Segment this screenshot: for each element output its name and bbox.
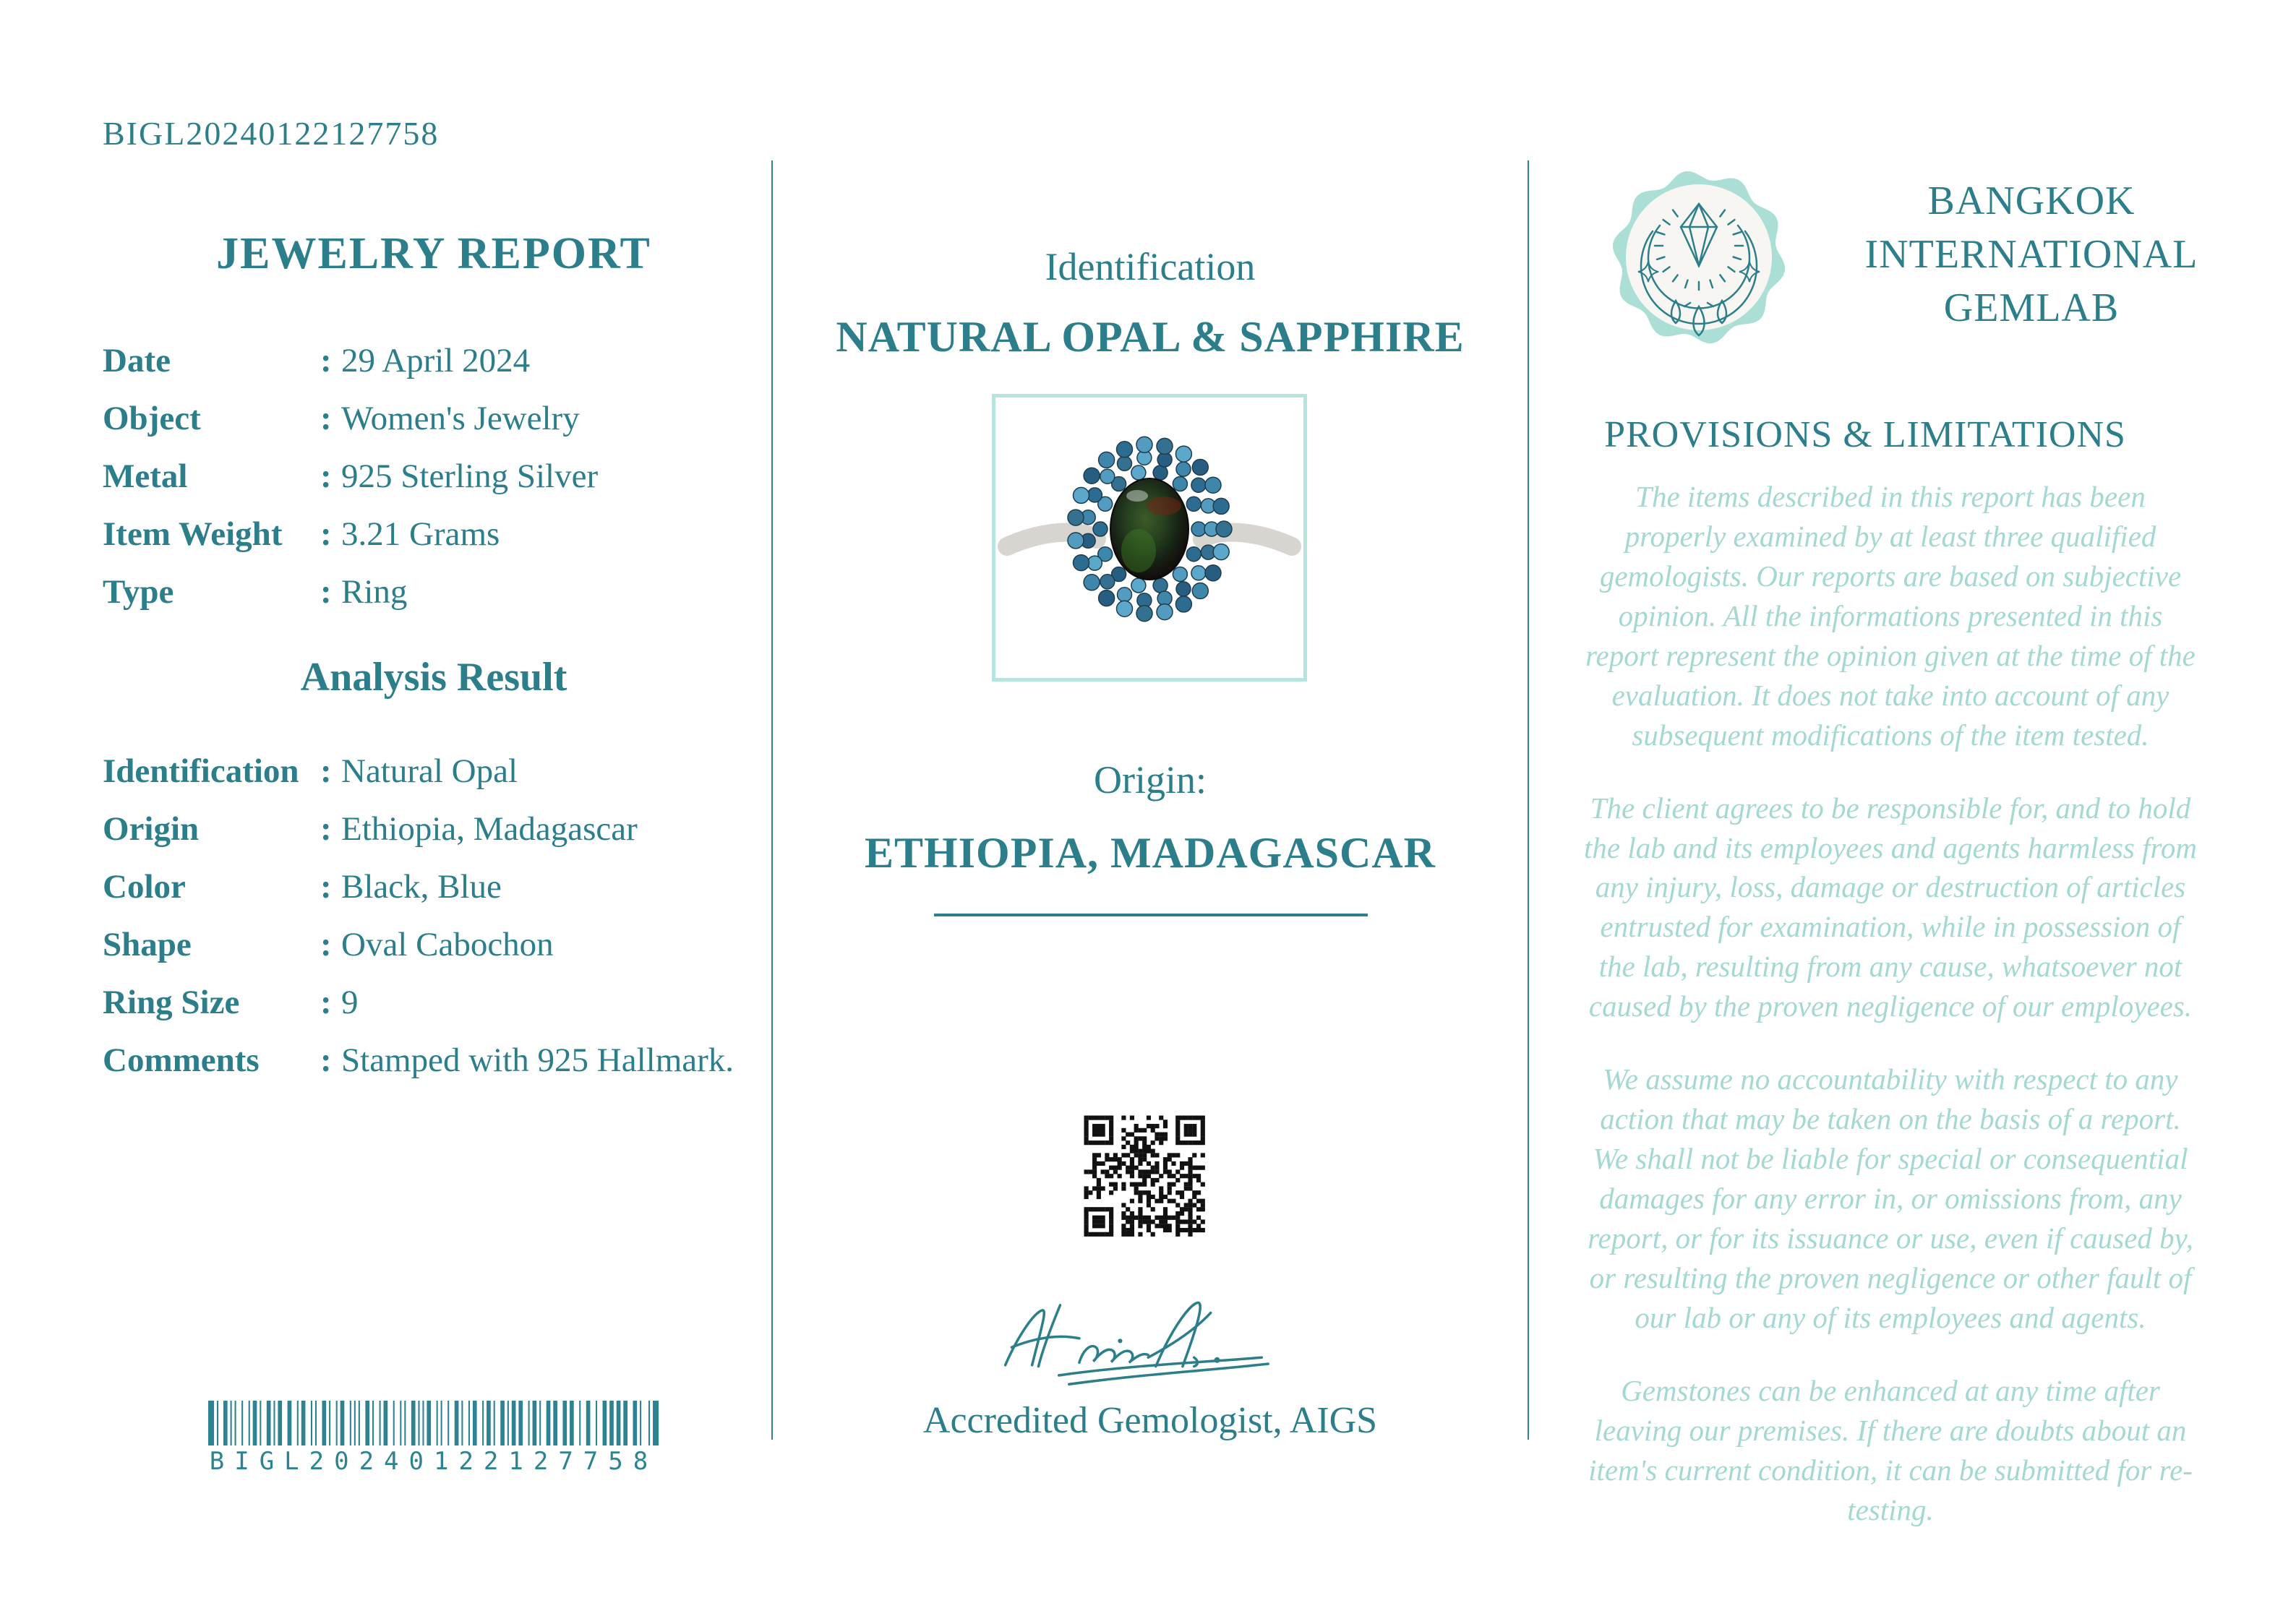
field-colon: : — [320, 400, 332, 437]
field-colon: : — [320, 342, 332, 379]
barcode-text: BIGL20240122127758 — [209, 1447, 659, 1476]
field-value: 925 Sterling Silver — [341, 457, 599, 495]
opal-red-glint — [1147, 497, 1181, 515]
field-value: Natural Opal — [341, 752, 518, 790]
lab-name: BANGKOK INTERNATIONAL GEMLAB — [1864, 179, 2198, 330]
opal-highlight — [1126, 490, 1148, 502]
report-title: JEWELRY REPORT — [216, 229, 651, 278]
field-label: Metal — [103, 457, 188, 495]
field-colon: : — [320, 868, 332, 906]
field-label: Ring Size — [103, 984, 240, 1021]
field-colon: : — [320, 926, 332, 963]
field-colon: : — [320, 457, 332, 495]
field-value: Oval Cabochon — [341, 926, 554, 963]
provision-paragraph: Gemstones can be enhanced at any time after leaving our premises. If there are doubts about an item's current condition, it can be submitted for re-testing. — [1588, 1373, 2193, 1526]
field-value: Ring — [341, 573, 408, 611]
field-label: Color — [103, 868, 186, 906]
field-row-object — [103, 399, 768, 457]
field-label: Object — [103, 400, 201, 437]
field-row-type — [103, 572, 768, 630]
origin-heading: Origin: — [1094, 758, 1207, 802]
field-label: Item Weight — [103, 515, 283, 553]
field-label: Comments — [103, 1041, 260, 1079]
analysis-fields — [103, 752, 768, 1099]
identification-result: NATURAL OPAL & SAPPHIRE — [836, 313, 1465, 361]
certificate-number: BIGL20240122127758 — [103, 115, 440, 152]
field-row-ring-size — [103, 983, 768, 1041]
field-colon: : — [320, 515, 332, 553]
field-value: 9 — [341, 984, 359, 1021]
field-colon: : — [320, 752, 332, 790]
provision-paragraph: The items described in this report has been properly examined by at least three qualified gemologists. Our reports are based on subjective opinion. All the informations presented in this report represent the opinion given at the time of the evaluation. It does not take into account of any subsequent modifications of the item tested. — [1585, 480, 2196, 752]
provisions-paragraphs — [1583, 477, 2198, 1563]
field-row-color — [103, 867, 768, 925]
field-value: Ethiopia, Madagascar — [341, 810, 638, 848]
field-value: 29 April 2024 — [341, 342, 531, 379]
field-row-comments — [103, 1041, 768, 1099]
barcode — [208, 1401, 659, 1476]
field-colon: : — [320, 573, 332, 611]
origin-value: ETHIOPIA, MADAGASCAR — [864, 829, 1436, 877]
field-row-identification — [103, 752, 768, 809]
field-row-shape — [103, 925, 768, 983]
field-label: Origin — [103, 810, 200, 848]
field-row-metal — [103, 457, 768, 515]
provision-paragraph: We assume no accountability with respect to any action that may be taken on the basis of a report. We shall not be liable for special or consequential damages for any error in, or omissions from, any report, or for its issuance or use, even if caused by, or resulting the proven negligence or other fault of our lab or any of its employees and agents. — [1588, 1062, 2193, 1334]
provisions-title: PROVISIONS & LIMITATIONS — [1604, 414, 2126, 455]
signatory-title: Accredited Gemologist, AIGS — [922, 1400, 1378, 1441]
gemlab-logo — [1606, 165, 1791, 350]
ring-illustration — [995, 398, 1303, 678]
field-row-item-weight — [103, 515, 768, 572]
field-value: Women's Jewelry — [341, 400, 580, 437]
gemologist-signature — [961, 1294, 1337, 1402]
field-row-date — [103, 341, 768, 399]
ring-photo — [992, 394, 1307, 682]
origin-underline — [934, 914, 1368, 916]
analysis-result-title: Analysis Result — [300, 655, 567, 700]
field-label: Type — [103, 573, 174, 611]
field-label: Date — [103, 342, 171, 379]
column-divider-right — [1528, 160, 1529, 1440]
opal-green-glint — [1121, 529, 1156, 572]
field-colon: : — [320, 984, 332, 1021]
field-value: 3.21 Grams — [341, 515, 500, 553]
provision-paragraph: The client agrees to be responsible for, and to hold the lab and its employees and agents harmless from any injury, loss, damage or destruction of articles entrusted for examination, while in possession of the lab, resulting from any cause, whatsoever not caused by the proven negligence of our employees. — [1583, 791, 2197, 1023]
qr-code — [1076, 1107, 1213, 1245]
barcode-bars — [208, 1401, 659, 1445]
field-label: Identification — [103, 752, 299, 790]
identification-heading: Identification — [1045, 245, 1256, 288]
report-fields — [103, 341, 768, 630]
field-row-origin — [103, 809, 768, 867]
field-value: Black, Blue — [341, 868, 502, 906]
field-colon: : — [320, 1041, 332, 1079]
field-label: Shape — [103, 926, 192, 963]
field-value: Stamped with 925 Hallmark. — [341, 1041, 734, 1079]
field-colon: : — [320, 810, 332, 848]
